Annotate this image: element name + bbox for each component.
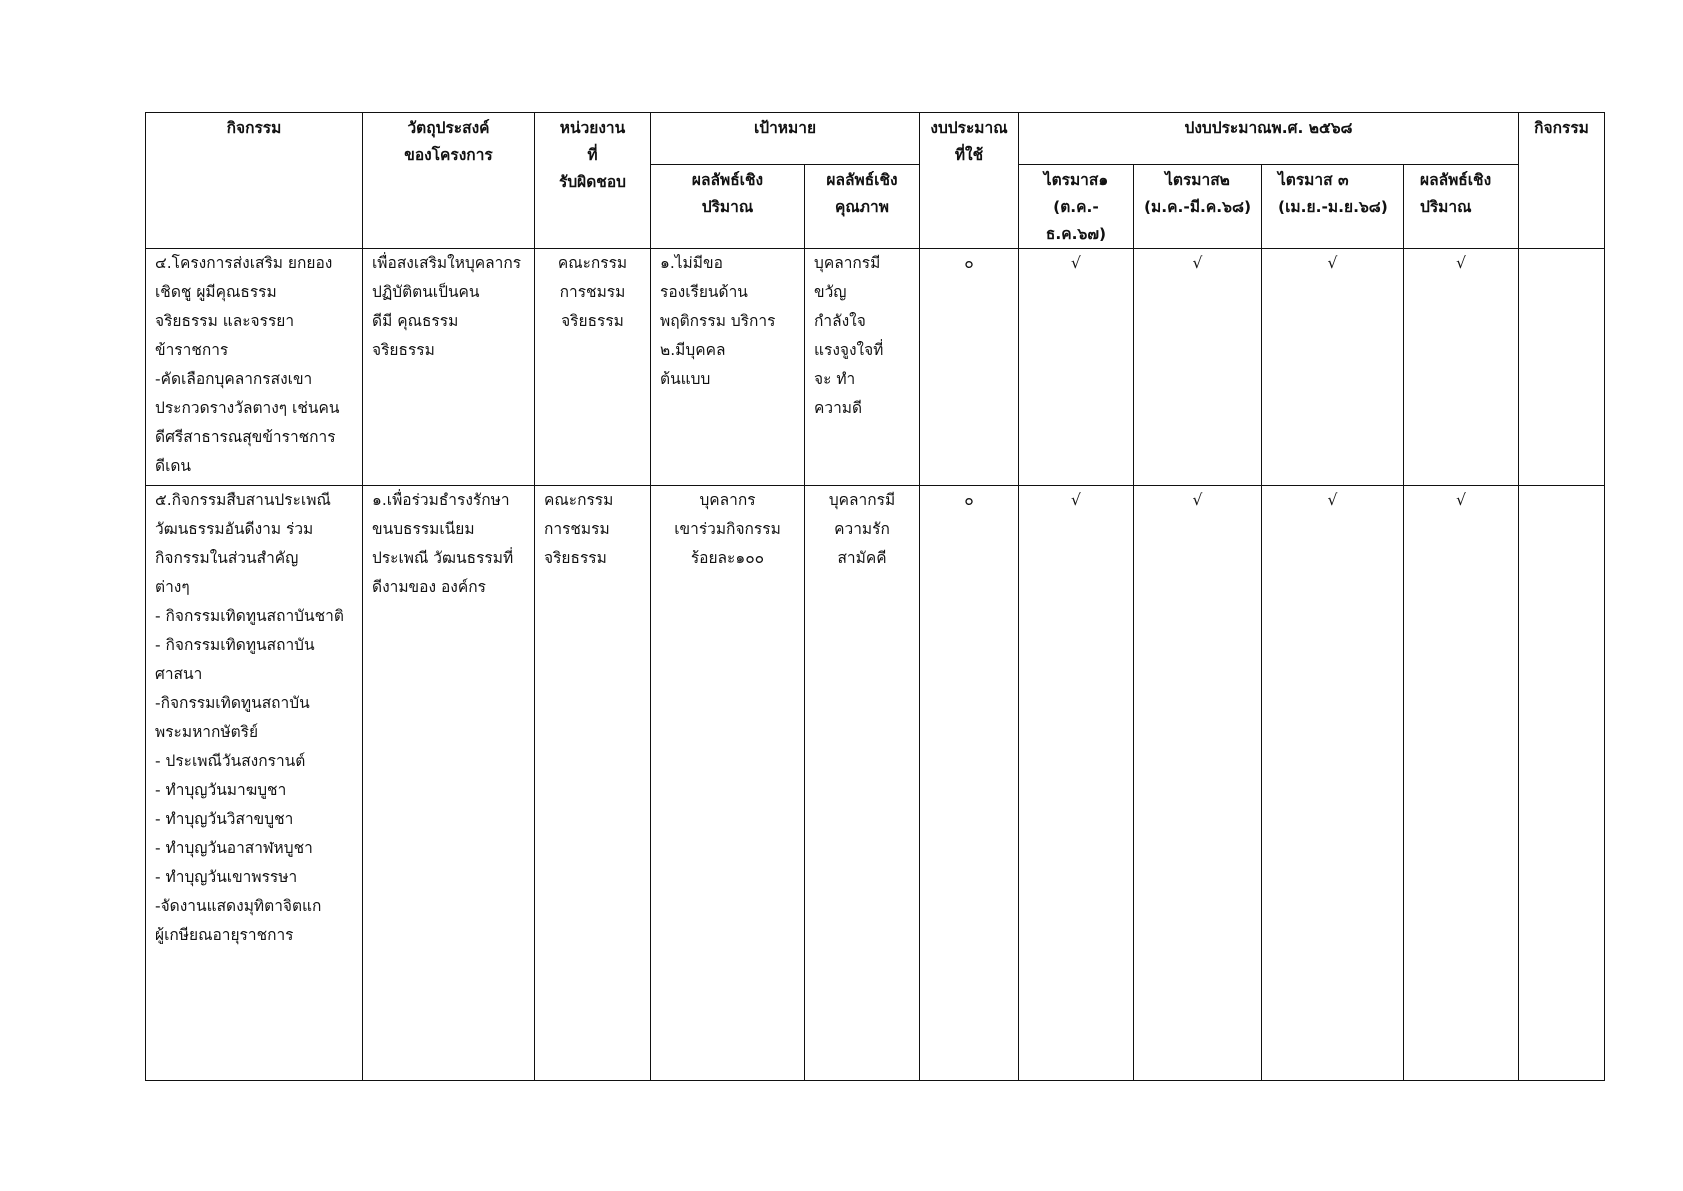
header-activity-right: กิจกรรม (1519, 113, 1605, 249)
cell-activity: ๔.โครงการส่งเสริม ยกยอง เชิดชู ผูมีคุณธรรม จริยธรรม และจรรยา ข้าราชการ -คัดเลือกบุคลากรสงเขา ประกวดรางวัลตางๆ เช่นคน ดีศรีสาธารณสุขข้าราชการ ดีเดน (146, 249, 363, 486)
header-budget: งบประมาณ ที่ใช้ (920, 113, 1019, 249)
table-row (146, 486, 1605, 1081)
cell-q2-check: √ (1134, 249, 1262, 486)
cell-q3-check: √ (1262, 486, 1404, 1081)
cell-budget: ๐ (920, 249, 1019, 486)
cell-q3-check: √ (1262, 249, 1404, 486)
header-activity: กิจกรรม (146, 113, 363, 249)
header-target: เป้าหมาย (651, 113, 920, 165)
cell-activity: ๕.กิจกรรมสืบสานประเพณี วัฒนธรรมอันดีงาม ร่วม กิจกรรมในส่วนสำคัญ ต่างๆ - กิจกรรมเทิดทูนสถาบันชาติ - กิจกรรมเทิดทูนสถาบัน ศาสนา -กิจกรรมเทิดทูนสถาบัน พระมหากษัตริย์ - ประเพณีวันสงกรานต์ - ทำบุญวันมาฆบูชา - ทำบุญวันวิสาขบูชา - ทำบุญวันอาสาฬหบูชา - ทำบุญวันเขาพรรษา -จัดงานแสดงมุทิตาจิตแก ผู้เกษียณอายุราชการ (146, 486, 363, 1081)
cell-extra (1519, 486, 1605, 1081)
cell-budget: ๐ (920, 486, 1019, 1081)
cell-target-quantity: บุคลากร เขาร่วมกิจกรรม ร้อยละ๑๐๐ (651, 486, 805, 1081)
project-plan-table (145, 112, 1605, 1081)
header-quarter-2: ไตรมาส๒ (ม.ค.-มี.ค.๖๘) (1134, 165, 1262, 249)
table-row (146, 249, 1605, 486)
cell-target-quality: บุคลากรมีขวัญ กำลังใจ แรงจูงใจที่ จะ ทำ ความดี (805, 249, 920, 486)
cell-objective: เพื่อสงเสริมใหบุคลากร ปฏิบัติตนเป็นคน ดีมี คุณธรรม จริยธรรม (363, 249, 535, 486)
cell-q4-check: √ (1404, 486, 1519, 1081)
header-target-quality: ผลลัพธ์เชิง คุณภาพ (805, 165, 920, 249)
cell-unit: คณะกรรม การชมรม จริยธรรม (535, 486, 651, 1081)
header-row-1 (146, 113, 1605, 165)
cell-q2-check: √ (1134, 486, 1262, 1081)
cell-q4-check: √ (1404, 249, 1519, 486)
header-responsible-unit: หน่วยงาน ที่ รับผิดชอบ (535, 113, 651, 249)
header-quarter-3: ไตรมาส ๓ (เม.ย.-ม.ย.๖๘) (1262, 165, 1404, 249)
header-quarter-1: ไตรมาส๑ (ต.ค.-ธ.ค.๖๗) (1019, 165, 1134, 249)
cell-target-quantity: ๑.ไม่มีขอ รองเรียนด้าน พฤติกรรม บริการ ๒.มีบุคคล ต้นแบบ (651, 249, 805, 486)
cell-q1-check: √ (1019, 249, 1134, 486)
header-quarter-4: ผลลัพธ์เชิง ปริมาณ (1404, 165, 1519, 249)
cell-extra (1519, 249, 1605, 486)
cell-q1-check: √ (1019, 486, 1134, 1081)
header-objective: วัตถุประสงค์ ของโครงการ (363, 113, 535, 249)
cell-target-quality: บุคลากรมี ความรัก สามัคคี (805, 486, 920, 1081)
cell-unit: คณะกรรม การชมรม จริยธรรม (535, 249, 651, 486)
header-fiscal-year: ปงบประมาณพ.ศ. ๒๕๖๘ (1019, 113, 1519, 165)
cell-objective: ๑.เพื่อร่วมธำรงรักษา ขนบธรรมเนียม ประเพณี วัฒนธรรมที่ ดีงามของ องค์กร (363, 486, 535, 1081)
header-target-quantity: ผลลัพธ์เชิง ปริมาณ (651, 165, 805, 249)
